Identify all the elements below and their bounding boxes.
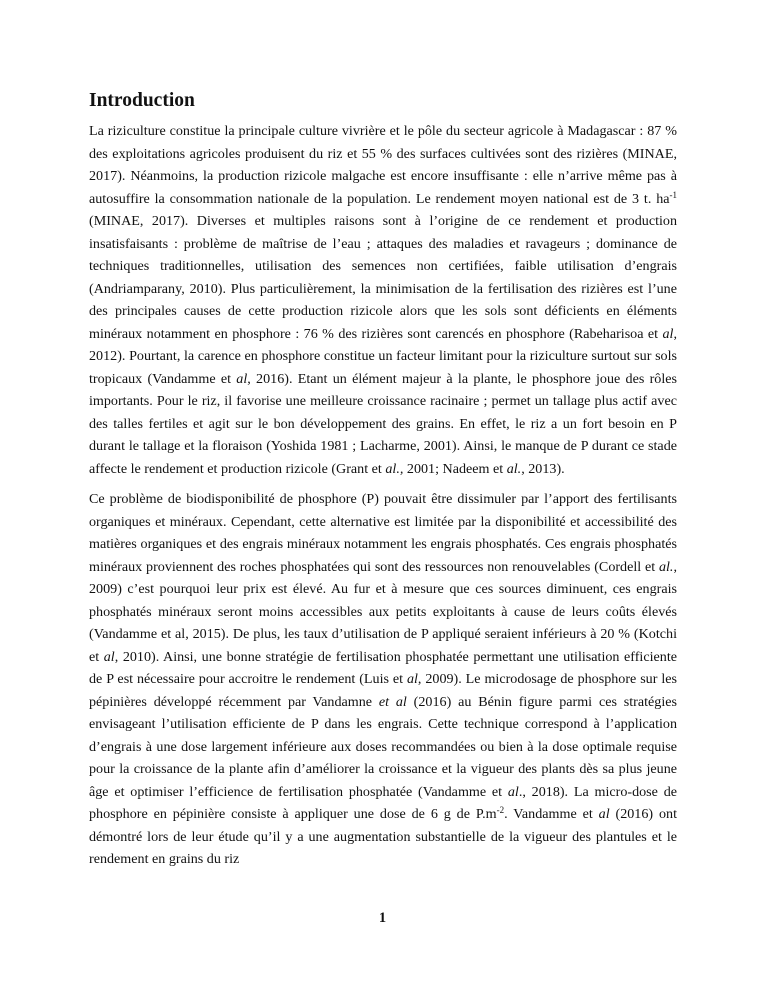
text-run: (MINAE, 2017). Diverses et multiples raisons sont à l’origine de ce rendement et production insatisfaisants : problème de maîtrise de l’eau ; attaques des maladies et ravageurs ; dominance de techniques traditionnelles, utilisation des semences non certifiées, faible utilisation d’engrais (Andriamparany, 2010). Plus particulièrement, la minimisation de la fertilisation des rizières est l’une des principales causes de cette production rizicole alors que les sols sont déficients en éléments minéraux notamment en phosphore : 76 % des rizières sont carencés en phosphore (Rabeharisoa et	[89, 213, 677, 342]
italic-text: al.	[506, 460, 522, 477]
italic-text: al	[662, 325, 674, 342]
text-run: Ce problème de biodisponibilité de phosphore (P) pouvait être dissimuler par l’apport des fertilisants organiques et minéraux. Cependant, cette alternative est limitée par la disponibilité et accessibilité des matières organiques et des engrais minéraux notamment les engrais phosphatés. Ces engrais phosphatés minéraux proviennent des roches phosphatées qui sont des ressources non renouvelables (Cordell et	[89, 491, 677, 575]
italic-text: al	[236, 370, 248, 387]
text-run: , 2009). Le microdosage de phosphore sur les pépinières développé récemment par Vandamne	[89, 671, 677, 710]
italic-text: al	[103, 648, 115, 665]
paragraph-2	[89, 488, 677, 871]
text-run: , 2016). Etant un élément majeur à la plante, le phosphore joue des rôles importants. Pour le riz, il favorise une meilleure croissance racinaire ; permet un tallage plus actif avec des talles fertiles et agit sur le bon développement des grains. En effet, le riz a un fort besoin en P durant le tallage et la floraison (Yoshida 1981 ; Lacharme, 2001). Ainsi, le manque de P durant ce stade affecte le rendement et production rizicole (Grant et	[89, 370, 677, 477]
text-run: , 2013).	[521, 460, 565, 477]
text-run: , 2012). Pourtant, la carence en phosphore constitue un facteur limitant pour la riziculture surtout sur sols tropicaux (Vandamme et	[89, 325, 677, 387]
paragraph-1	[89, 120, 677, 480]
text-run: ., 2018). La micro-dose de phosphore en pépinière consiste à appliquer une dose de 6 g de P.m	[89, 783, 678, 822]
text-run: , 2010). Ainsi, une bonne stratégie de fertilisation phosphatée permettant une utilisation efficiente de P est nécessaire pour accroitre le rendement (Luis et	[89, 648, 677, 687]
italic-text: al	[507, 783, 519, 800]
italic-text: et al	[378, 693, 407, 710]
text-run: , 2009) c’est pourquoi leur prix est élevé. Au fur et à mesure que ces sources diminuent, ces engrais phosphatés minéraux seront moins accessibles aux petits exploitants à cause de leurs coûts élevés (Vandamme et al, 2015). De plus, les taux d’utilisation de P appliqué seraient inférieurs à 20 % (Kotchi et	[89, 558, 677, 665]
section-heading: Introduction	[89, 90, 195, 111]
document-body	[89, 88, 677, 879]
superscript: -1	[669, 189, 677, 200]
superscript: -2	[496, 805, 505, 815]
italic-text: al	[598, 806, 610, 822]
text-run: La riziculture constitue la principale culture vivrière et le pôle du secteur agricole à Madagascar : 87 % des exploitations agricoles produisent du riz et 55 % des surfaces cultivées sont des rizières (MINAE, 2017). Néanmoins, la production rizicole malgache est encore insuffisante : elle n’arrive même pas à autosuffire la consommation nationale de la population. Le rendement moyen national est de 3 t. ha	[89, 123, 677, 207]
italic-text: al.,	[385, 460, 404, 477]
italic-text: al.	[658, 558, 674, 575]
page-number: 1	[378, 910, 387, 926]
text-run: (2016) ont démontré lors de leur étude qu’il y a une augmentation substantielle de la vigueur des plantules et le rendement en grains du riz	[89, 806, 677, 867]
text-run: (2016) au Bénin figure parmi ces stratégies envisageant l’utilisation efficiente de P dans les engrais. Cette technique correspond à l’application d’engrais à une dose largement inférieure aux doses recommandées ou bien à la dose optimale requise pour la croissance de la plante afin d’améliorer la croissance et la vigueur des plants dès sa plus jeune âge et optimiser l’efficience de fertilisation phosphatée (Vandamme et	[89, 693, 677, 800]
text-run: . Vandamme et	[504, 806, 599, 822]
italic-text: al	[406, 671, 418, 687]
text-run: 2001; Nadeem et	[403, 460, 507, 477]
